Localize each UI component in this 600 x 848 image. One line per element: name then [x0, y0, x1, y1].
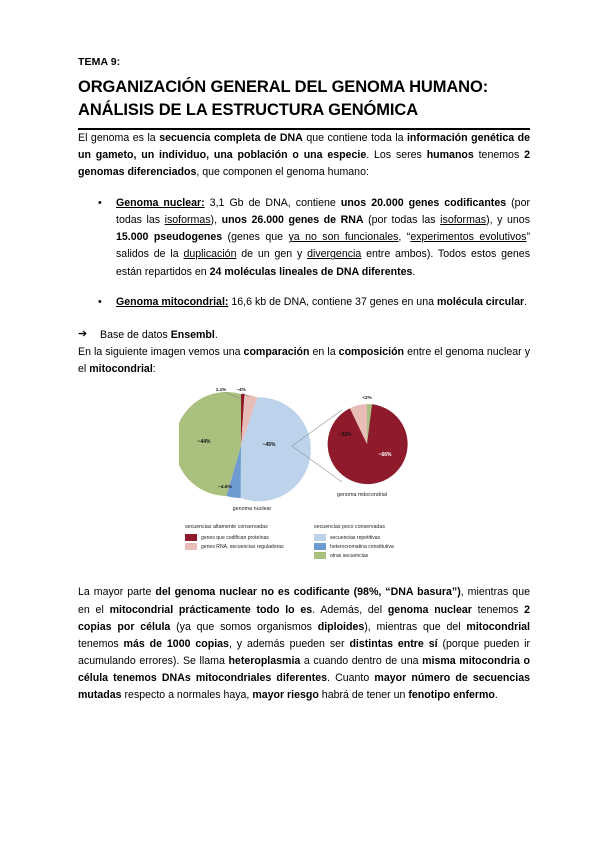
bullet-0-u5: duplicación [183, 248, 237, 261]
closing-t11: . Cuanto [327, 672, 375, 685]
closing-b9: heteroplasmia [228, 655, 301, 668]
closing-t12: respecto a normales haya, [121, 689, 253, 702]
prefig-b2: composición [338, 346, 405, 359]
closing-t6: ), mientras que del [364, 620, 467, 633]
closing-b1: del genoma nuclear no es codificante (98%, “DNA basura”) [155, 586, 461, 599]
closing-t3: . Además, del [312, 603, 388, 616]
closing-t2: , mientras que en el [78, 586, 530, 616]
intro-t1: El genoma es la [78, 131, 160, 144]
arrow-right-icon: ➔ [78, 327, 88, 340]
genome-composition-figure [78, 384, 530, 584]
bullet-marker: • [98, 197, 102, 209]
legend-item [314, 534, 429, 541]
closing-b6: mitocondrial [466, 620, 530, 633]
bullet-1-t1: 16,6 kb de DNA, contiene 37 genes en una [228, 295, 437, 308]
bullet-0-u1: isoformas [164, 214, 211, 227]
caption-genoma-nuclear: genoma nuclear [232, 506, 272, 513]
bullet-0-b3: 15.000 pseudogenes [116, 231, 223, 244]
bullet-0-t7: , “ [398, 231, 411, 244]
legend-label-other: otras secuencias [330, 552, 369, 559]
list-item [78, 195, 530, 281]
closing-t8: , y además pueden ser [228, 637, 350, 650]
closing-b3: genoma nuclear [387, 603, 472, 616]
intro-b3: humanos [426, 148, 474, 161]
legend-label-rna-genes: genes RNA, secuencias reguladoras [201, 543, 284, 550]
pre-figure-paragraph [78, 344, 530, 378]
intro-t2: que contiene toda la [302, 131, 407, 144]
legend-swatch-other [314, 552, 326, 559]
legend-swatch-rna-genes [185, 543, 197, 550]
closing-b8: distintas entre sí [349, 637, 438, 650]
closing-t9: (porque pueden ir acumulando errores). Se llama [78, 637, 531, 668]
pie-label-nuclear-45: ~45% [262, 442, 276, 449]
caption-genoma-mitocondrial: genoma mitocondrial [336, 492, 388, 499]
bullet-0-t3: ), [210, 214, 222, 227]
legend-swatch-heterochromatin [314, 543, 326, 550]
closing-b11: mayor número de secuencias mutadas [78, 672, 530, 702]
bullet-0-b1: unos 20.000 genes codificantes [340, 197, 507, 209]
closing-t4: tenemos [471, 603, 525, 616]
legend-label-heterochromatin: heterocromatina constitutiva [330, 543, 394, 550]
closing-t7: tenemos [78, 637, 124, 650]
legend-item [314, 543, 429, 550]
pie-chart-nuclear [179, 392, 311, 501]
closing-b2: mitocondrial prácticamente todo lo es [109, 603, 313, 616]
legend-item [314, 552, 429, 559]
page-header [78, 56, 530, 130]
pie-label-mito-32: ~32% [338, 432, 352, 439]
bullet-0-t6: (genes que [222, 231, 289, 244]
intro-b4: 2 genomas diferenciados [78, 148, 530, 178]
pie-label-mito-2: <2% [362, 395, 372, 401]
bullet-0-t2: (por todas las [116, 197, 530, 227]
bullet-0-u3: ya no son funcionales [288, 231, 399, 244]
prefig-t3: entre el genoma nuclear y el [78, 346, 530, 376]
tema-label: TEMA 9: [78, 56, 121, 68]
prefig-b1: comparación [243, 346, 310, 359]
bullet-0-b4: 24 moléculas lineales de DNA diferentes [209, 265, 413, 278]
legend-label-coding-genes: genes que codifican proteínas [201, 534, 269, 541]
pie-label-nuclear-44: ~44% [197, 439, 211, 446]
legend-column-conserved [185, 524, 300, 561]
page-title [78, 76, 530, 122]
arrow-t2: . [214, 328, 218, 341]
closing-b13: fenotipo enfermo [408, 689, 495, 702]
arrow-t1: Base de datos [100, 328, 171, 341]
closing-paragraph [78, 584, 530, 704]
closing-t13: habrá de tener un [318, 689, 409, 702]
closing-b7: más de 1000 copias [123, 637, 229, 650]
page-title-line-1: ORGANIZACIÓN GENERAL DEL GENOMA HUMANO: [78, 78, 489, 96]
closing-t10: a cuando dentro de una [300, 655, 423, 668]
closing-b10: misma mitocondria o célula tenemos DNAs mitocondriales diferentes [78, 655, 530, 685]
intro-t5: , que componen el genoma humano: [196, 165, 369, 178]
closing-t1: La mayor parte [78, 586, 156, 599]
legend-swatch-repetitive [314, 534, 326, 541]
pie-charts-svg [179, 384, 429, 519]
pie-label-nuclear-4: ~4% [236, 387, 246, 393]
closing-b4: 2 copias por célula [78, 603, 530, 633]
bullet-1-term: Genoma mitocondrial: [116, 295, 229, 308]
bullet-0-term: Genoma nuclear: [116, 197, 205, 209]
prefig-b3: mitocondrial [89, 363, 153, 376]
bullet-0-t1: 3,1 Gb de DNA, contiene [204, 197, 341, 209]
pie-label-mito-66: ~66% [378, 452, 392, 459]
pie-chart-mitochondrial [328, 404, 408, 484]
legend-item [185, 534, 300, 541]
bullet-0-t9: de un gen y [236, 248, 308, 261]
closing-t14: . [494, 689, 498, 702]
pie-label-nuclear-4-5: ~4.5% [218, 485, 232, 491]
list-item [78, 294, 530, 311]
closing-b5: diploides [317, 620, 365, 633]
prefig-t1: En la siguiente imagen vemos una [78, 346, 244, 359]
closing-b12: mayor riesgo [252, 689, 319, 702]
arrow-b1: Ensembl [170, 328, 215, 341]
closing-t5: (ya que somos organismos [170, 620, 318, 633]
bullet-0-t10: entre ambos). Todos estos genes están repartidos en [116, 248, 530, 278]
legend-column-non-conserved [314, 524, 429, 561]
bullet-0-b2: unos 26.000 genes de RNA [221, 214, 364, 227]
bullet-marker: • [98, 295, 102, 308]
prefig-t2: en la [309, 346, 339, 359]
bullet-0-t5: ), y unos [486, 214, 530, 227]
legend-item [185, 543, 300, 550]
bullet-0-t11: . [412, 265, 416, 278]
intro-b1: secuencia completa de DNA [159, 131, 303, 144]
bullet-0-u4: experimentos evolutivos [410, 231, 527, 244]
bullet-1-b1: molécula circular [436, 295, 525, 308]
bullet-0-u2: isoformas [440, 214, 487, 227]
pie-label-nuclear-1-1: 1.1% [215, 387, 227, 393]
database-note [78, 327, 530, 344]
legend-title-right: secuencias poco conservadas [314, 524, 385, 531]
bullet-1-t2: . [524, 295, 528, 308]
legend-label-repetitive: secuencias repetitivas [330, 534, 381, 541]
intro-paragraph [78, 130, 530, 181]
intro-t3: . Los seres [366, 148, 427, 161]
bullet-0-u6: divergencia [307, 248, 362, 261]
page-title-line-2: ANÁLISIS DE LA ESTRUCTURA GENÓMICA [78, 100, 419, 119]
bullet-0-t8: ” salidos de la [116, 231, 530, 261]
bullet-0-t4: (por todas las [363, 214, 441, 227]
legend-title-left: secuencias altamente conservadas [185, 524, 268, 531]
genome-bullet-list [78, 195, 530, 311]
intro-t4: tenemos [473, 148, 525, 161]
prefig-t4: : [152, 363, 156, 376]
intro-b2: información genética de un gameto, un individuo, una población o una especie [78, 131, 530, 161]
legend-swatch-coding-genes [185, 534, 197, 541]
figure-legend [185, 524, 429, 561]
